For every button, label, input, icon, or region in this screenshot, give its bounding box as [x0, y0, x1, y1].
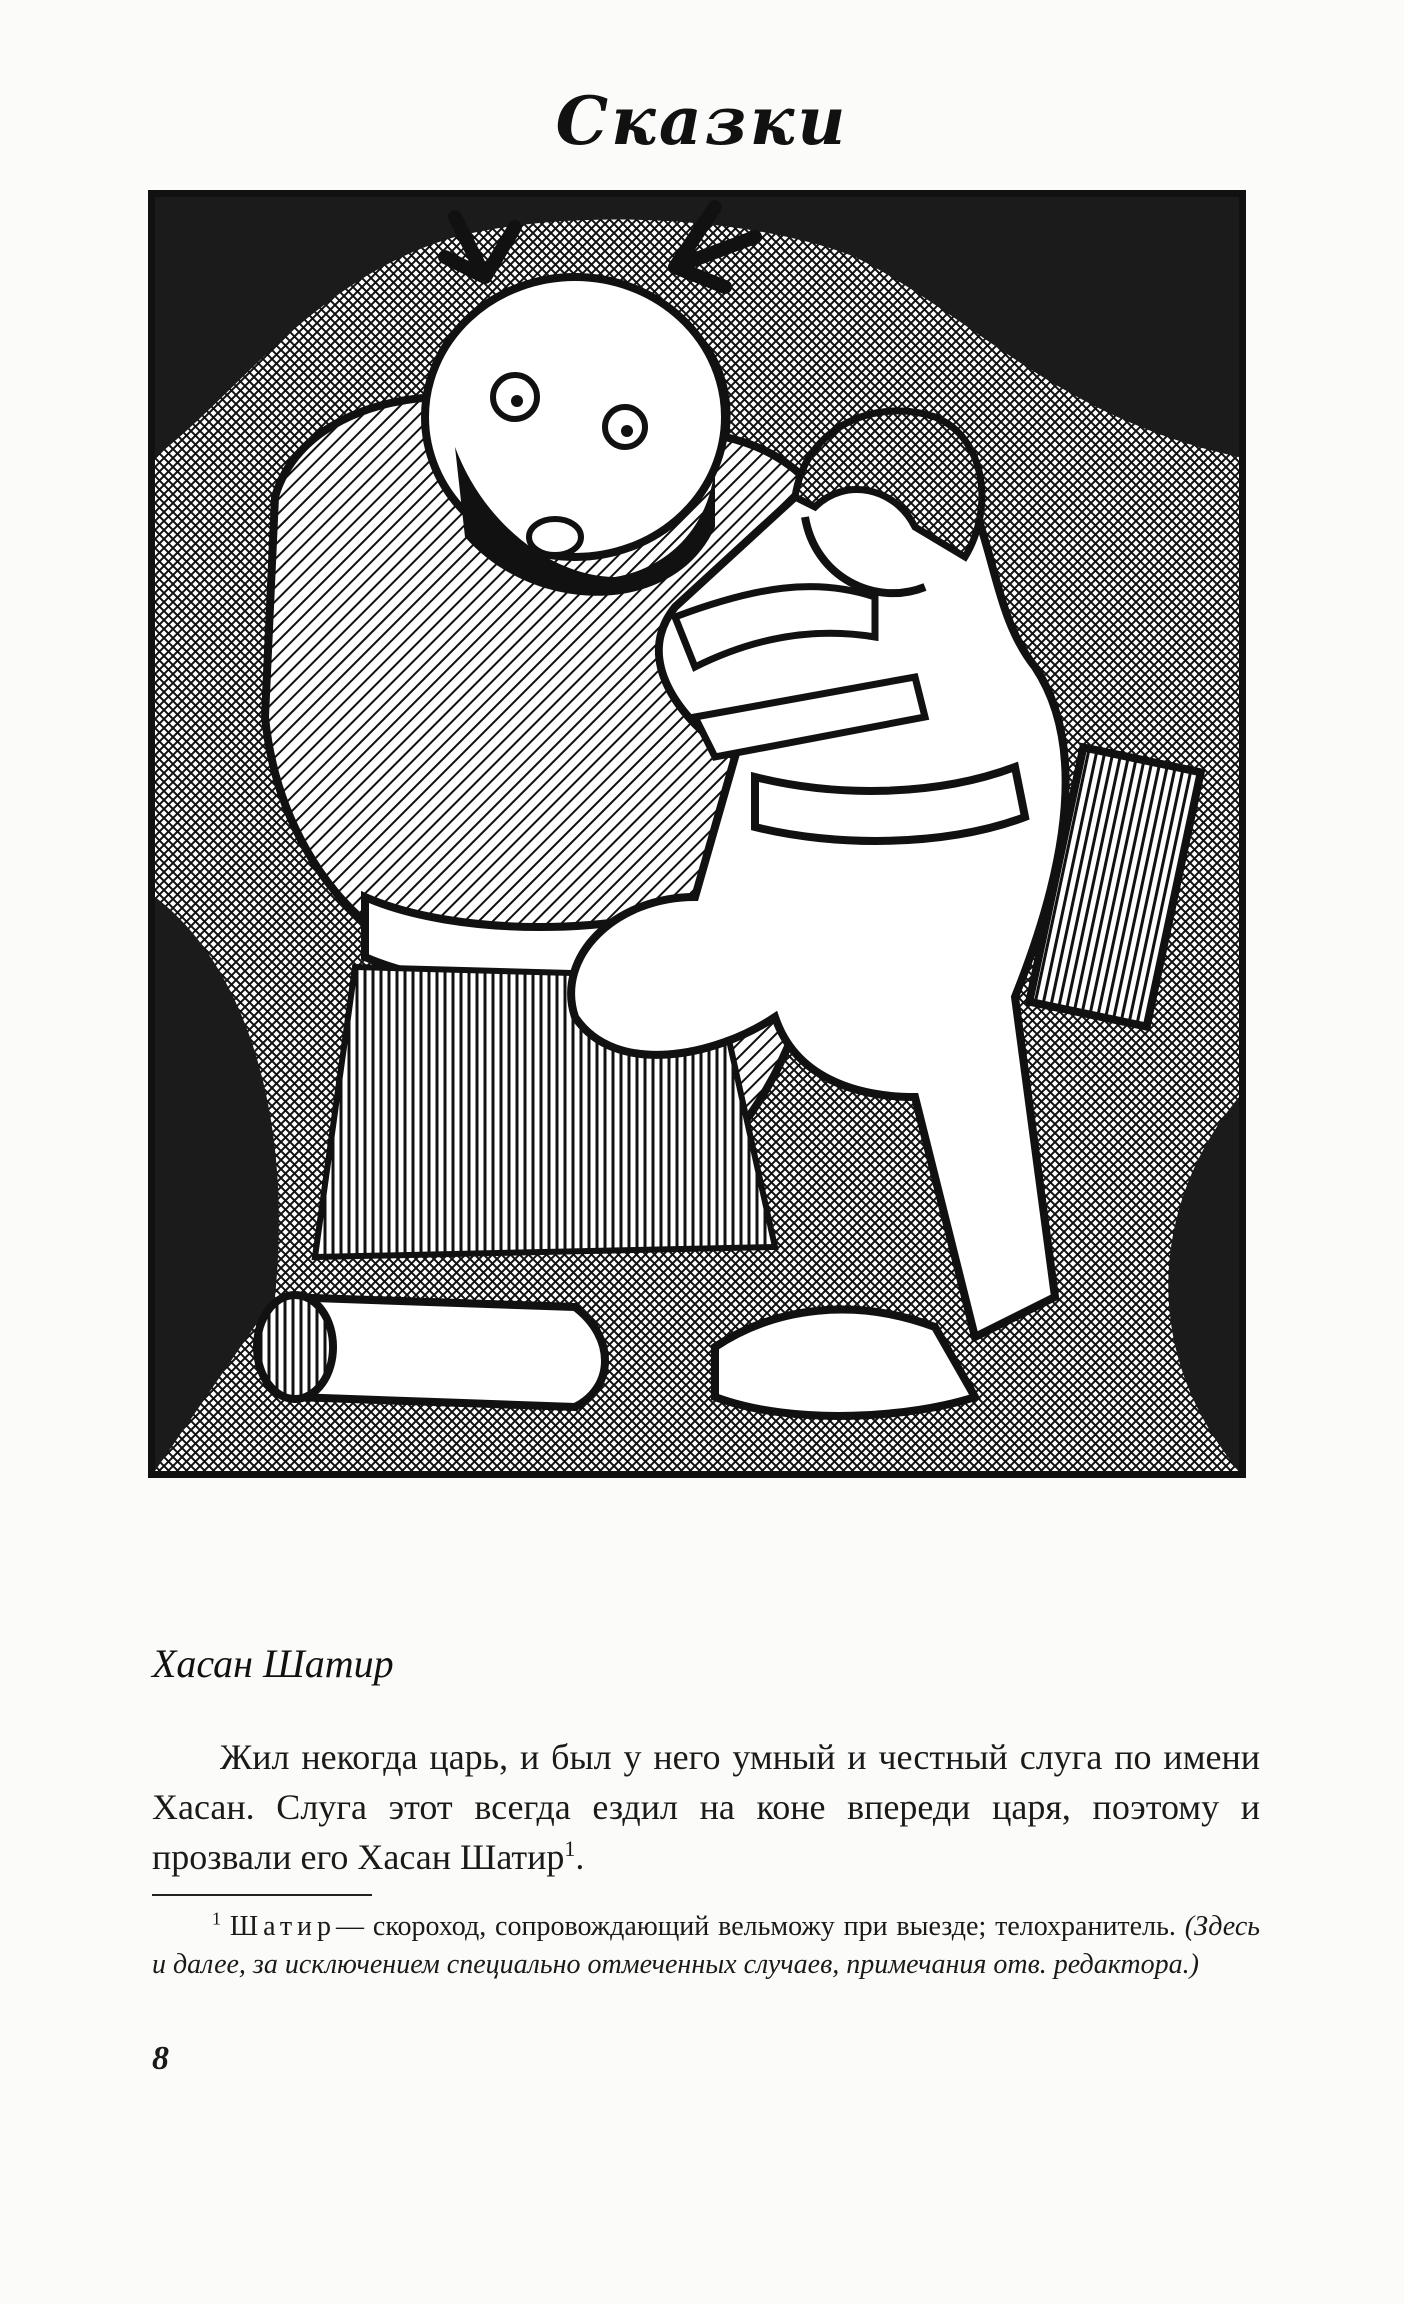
paragraph-text: Жил некогда царь, и был у него умный и честный слуга по имени Хасан. Слуга этот всегда ездил на коне впереди царя, поэтому и прозвали его Хасан Шатир	[152, 1737, 1260, 1877]
footnote-marker: 1	[212, 1908, 221, 1929]
illustration	[148, 190, 1246, 1478]
page-title: Сказки	[555, 82, 849, 160]
illustration-artwork	[155, 197, 1239, 1471]
footnote-term: Шатир	[229, 1911, 337, 1942]
paragraph-end: .	[575, 1837, 585, 1877]
footnote-definition: — скороход, сопровождающий вельможу при выезде; телохранитель.	[336, 1911, 1176, 1942]
footnote-editor-note: (Здесь и далее, за исключением специально отмеченных случаев, примечания отв. редактора.)	[152, 1911, 1261, 1980]
story-title: Хасан Шатир	[152, 1641, 394, 1686]
footnote	[152, 1908, 1260, 1984]
footnote-divider	[152, 1894, 372, 1896]
story-paragraph	[152, 1732, 1260, 1882]
footnote-reference: 1	[564, 1836, 576, 1861]
page-number: 8	[152, 2040, 169, 2077]
